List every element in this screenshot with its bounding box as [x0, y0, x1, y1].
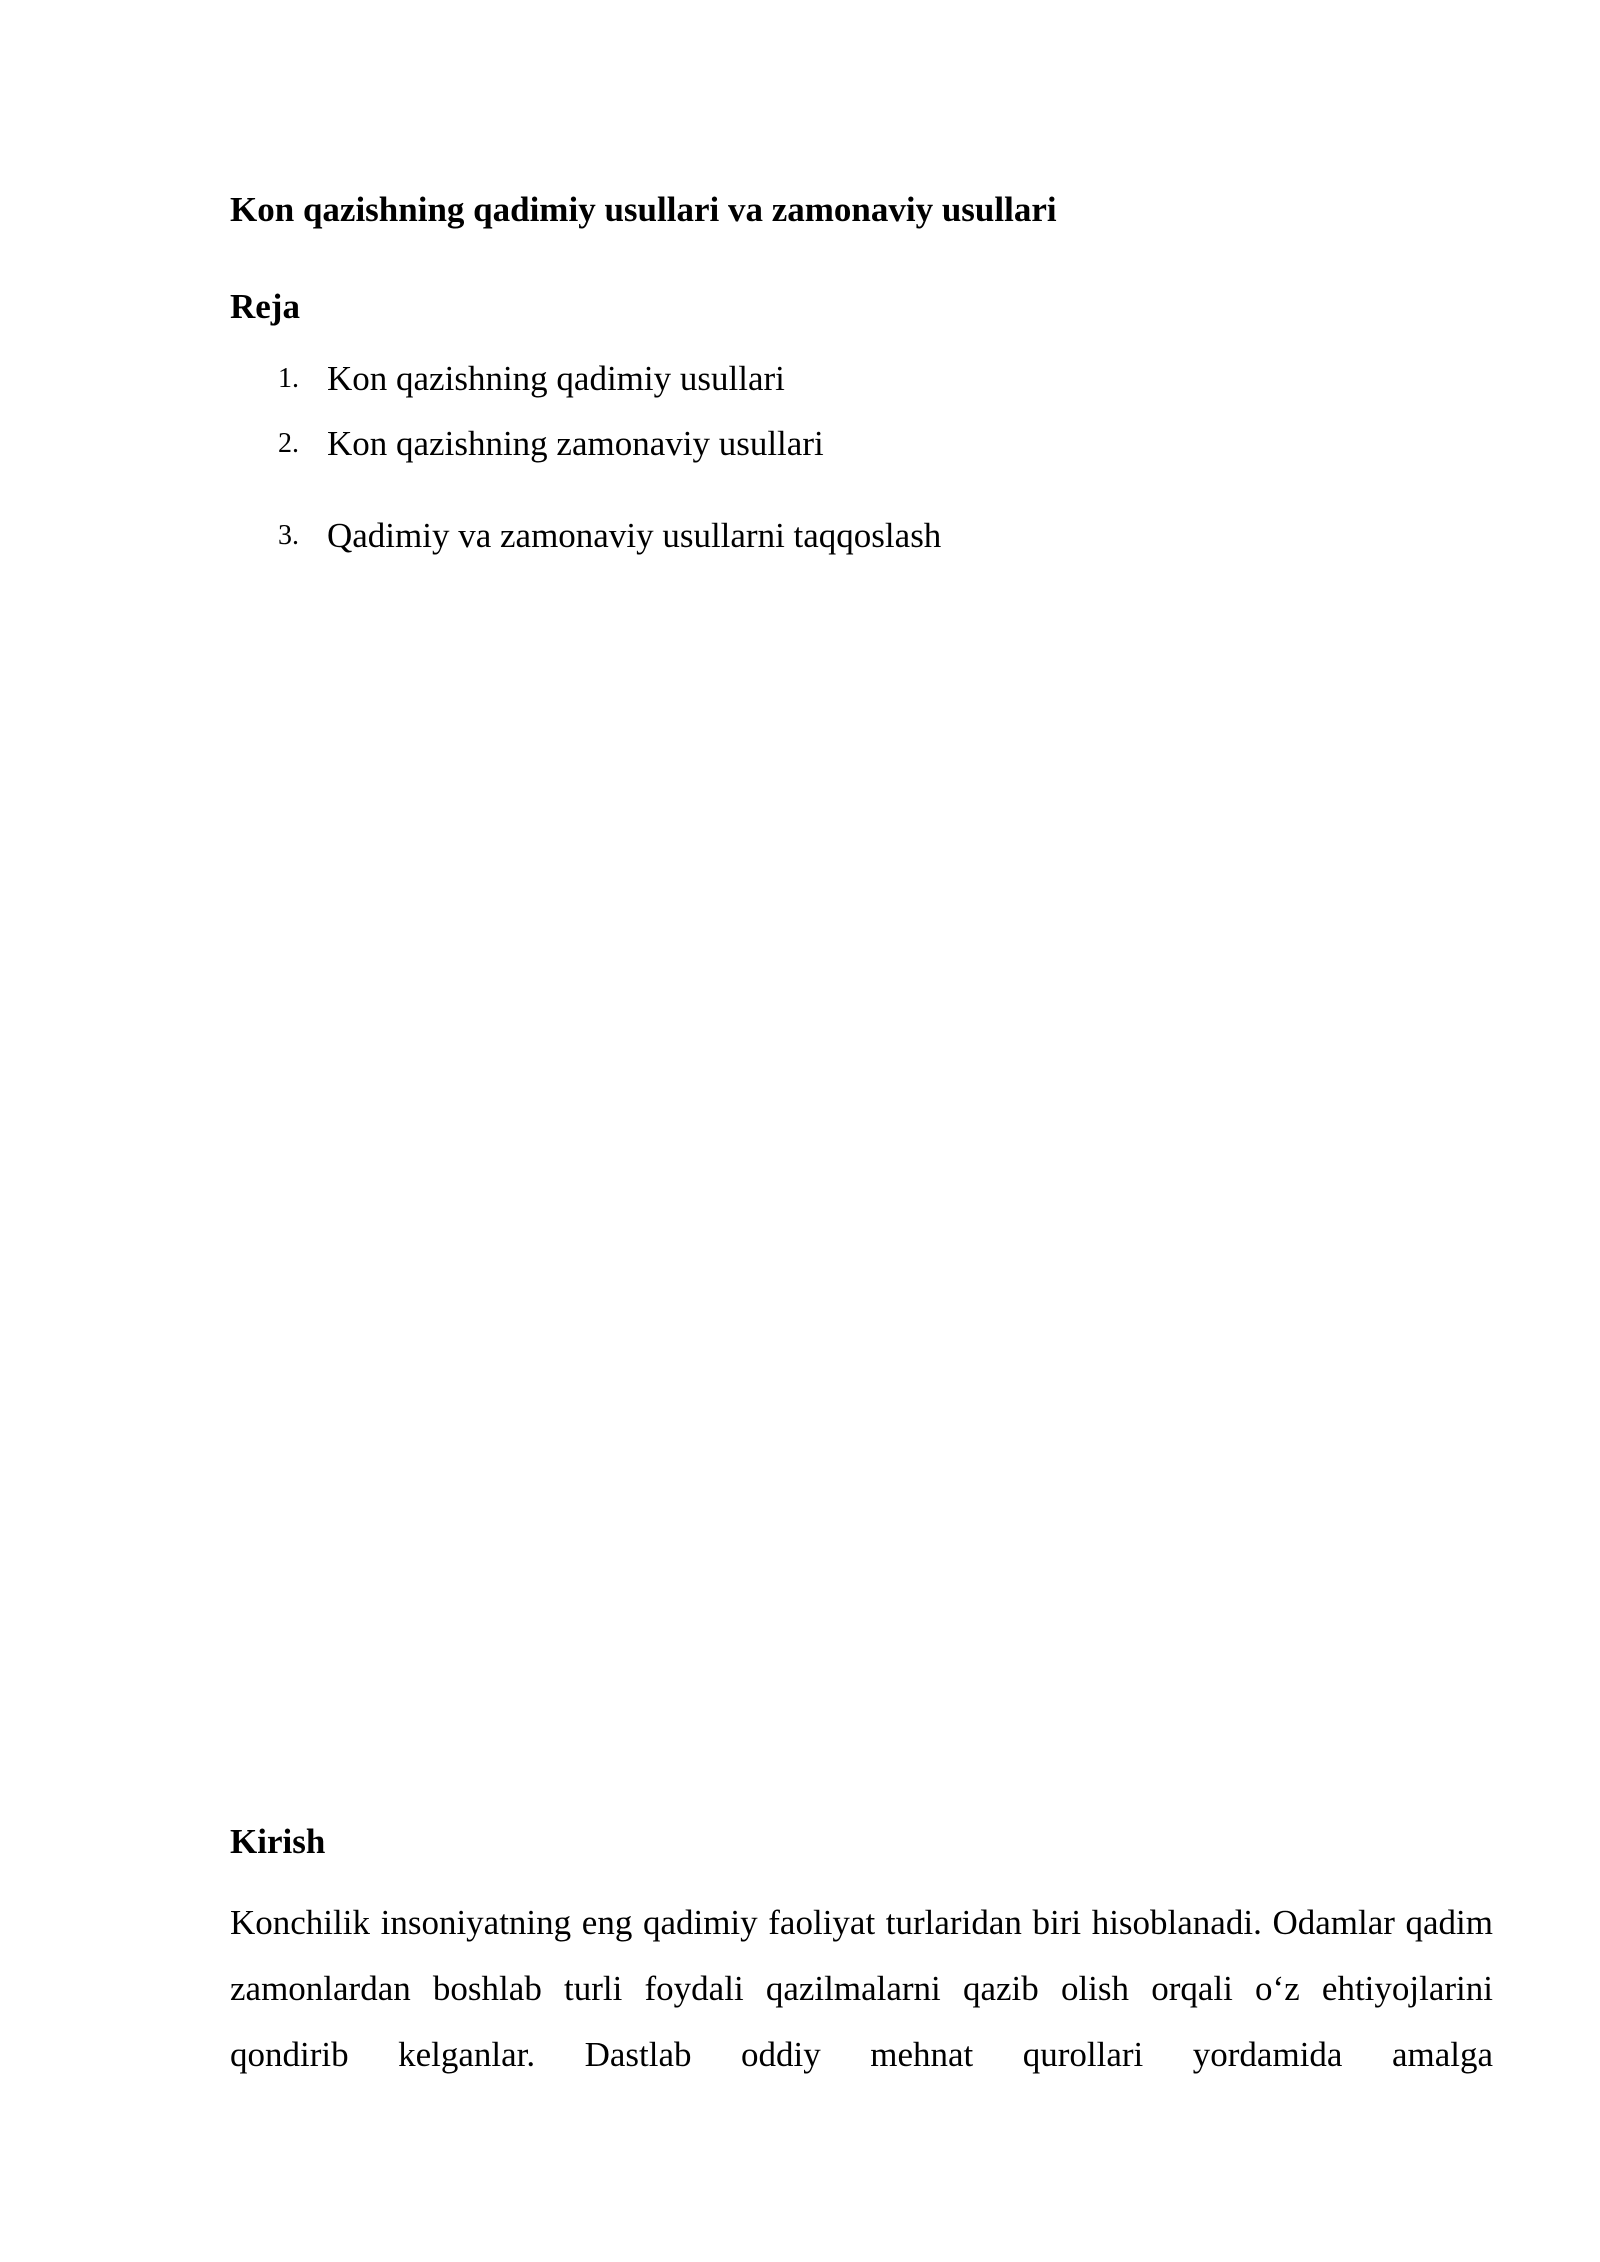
plan-item-text: Qadimiy va zamonaviy usullarni taqqoslash — [327, 516, 942, 555]
intro-heading: Kirish — [230, 1822, 326, 1861]
document-title: Kon qazishning qadimiy usullari va zamonaviy usullari — [230, 190, 1057, 229]
plan-item-number: 2. — [278, 428, 299, 459]
plan-item-number: 1. — [278, 363, 299, 394]
plan-item-number: 3. — [278, 520, 299, 551]
intro-paragraph: Konchilik insoniyatning eng qadimiy faoliyat turlaridan biri hisoblanadi. Odamlar qadim zamonlardan boshlab turli foydali qazilmalarni qazib olish orqali o‘z ehtiyojlarini qondirib kelganlar. Dastlab oddiy mehnat qurollari yordamida amalga — [230, 1903, 1493, 2074]
plan-item-text: Kon qazishning zamonaviy usullari — [327, 424, 824, 463]
plan-heading: Reja — [230, 287, 300, 326]
plan-item-text: Kon qazishning qadimiy usullari — [327, 359, 785, 398]
